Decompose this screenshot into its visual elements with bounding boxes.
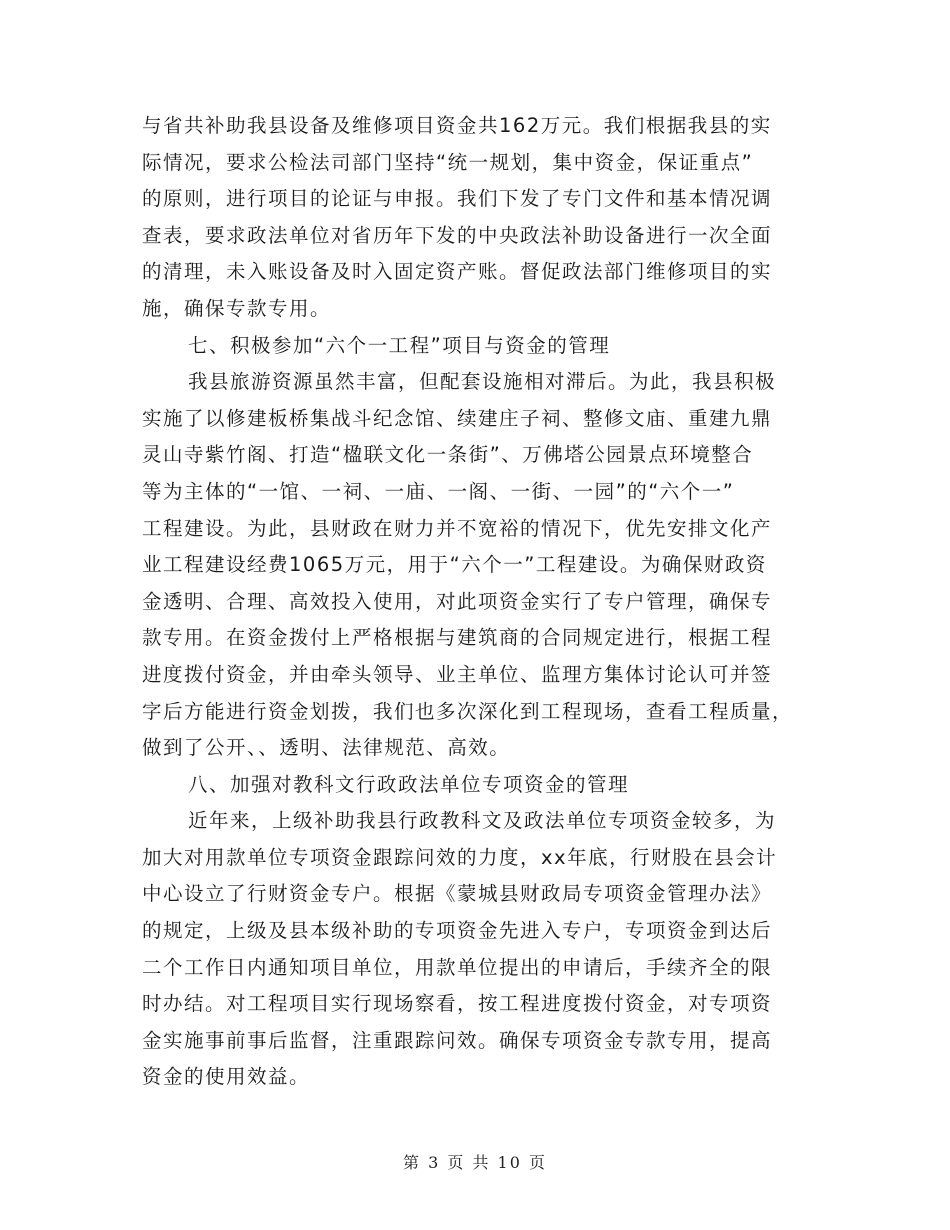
- text-line: 等为主体的“一馆、一祠、一庙、一阁、一街、一园”的“六个一”: [142, 479, 735, 503]
- text-line: 时办结。对工程项目实行现场察看，按工程进度拨付资金，对专项资: [142, 992, 773, 1016]
- text-line: 施，确保专款专用。: [142, 296, 332, 320]
- text-line: 业工程建设经费1065万元，用于“六个一”工程建设。为确保财政资: [142, 553, 767, 577]
- text-line: 金透明、合理、高效投入使用，对此项资金实行了专户管理，确保专: [142, 589, 773, 613]
- text-line: 的原则，进行项目的论证与申报。我们下发了专门文件和基本情况调: [142, 187, 773, 211]
- text-line: 近年来，上级补助我县行政教科文及政法单位专项资金较多，为: [188, 809, 777, 833]
- document-body: [142, 108, 810, 1096]
- text-line: 金实施事前事后监督，注重跟踪问效。确保专项资金专款专用，提高: [142, 1028, 773, 1052]
- text-line: 的清理，未入账设备及时入固定资产账。督促政法部门维修项目的实: [142, 260, 773, 284]
- text-line: 款专用。在资金拨付上严格根据与建筑商的合同规定进行，根据工程: [142, 626, 773, 650]
- page-footer: 第 3 页 共 10 页: [403, 1153, 547, 1172]
- text-line: 做到了公开、、透明、法律规范、高效。: [142, 736, 511, 760]
- text-line: 与省共补助我县设备及维修项目资金共162万元。我们根据我县的实: [142, 114, 772, 137]
- text-line: 的规定，上级及县本级补助的专项资金先进入专户，专项资金到达后: [142, 919, 773, 943]
- text-line: 实施了以修建板桥集战斗纪念馆、续建庄子祠、整修文庙、重建九鼎: [142, 406, 773, 430]
- text-line: 二个工作日内通知项目单位，用款单位提出的申请后，手续齐全的限: [142, 955, 773, 979]
- text-line: 进度拨付资金，并由牵头领导、业主单位、监理方集体讨论认可并签: [142, 662, 773, 686]
- text-line: 工程建设。为此，县财政在财力并不宽裕的情况下，优先安排文化产: [142, 516, 773, 540]
- text-line: 际情况，要求公检法司部门坚持“统一规划，集中资金，保证重点”: [142, 150, 754, 174]
- text-line: 加大对用款单位专项资金跟踪问效的力度，xx年底，行财股在县会计: [142, 845, 778, 869]
- text-line: 灵山寺紫竹阁、打造“楹联文化一条街”、万佛塔公园景点环境整合: [142, 443, 754, 467]
- text-line: 查表，要求政法单位对省历年下发的中央政法补助设备进行一次全面: [142, 223, 773, 247]
- text-line: 资金的使用效益。: [142, 1065, 311, 1089]
- text-line: 八、加强对教科文行政政法单位专项资金的管理: [188, 772, 630, 796]
- text-line: 七、积极参加“六个一工程”项目与资金的管理: [188, 333, 611, 357]
- text-line: 字后方能进行资金划拨，我们也多次深化到工程现场，查看工程质量，: [142, 699, 794, 723]
- text-line: 中心设立了行财资金专户。根据《蒙城县财政局专项资金管理办法》: [142, 882, 773, 906]
- text-line: 我县旅游资源虽然丰富，但配套设施相对滞后。为此，我县积极: [188, 370, 777, 394]
